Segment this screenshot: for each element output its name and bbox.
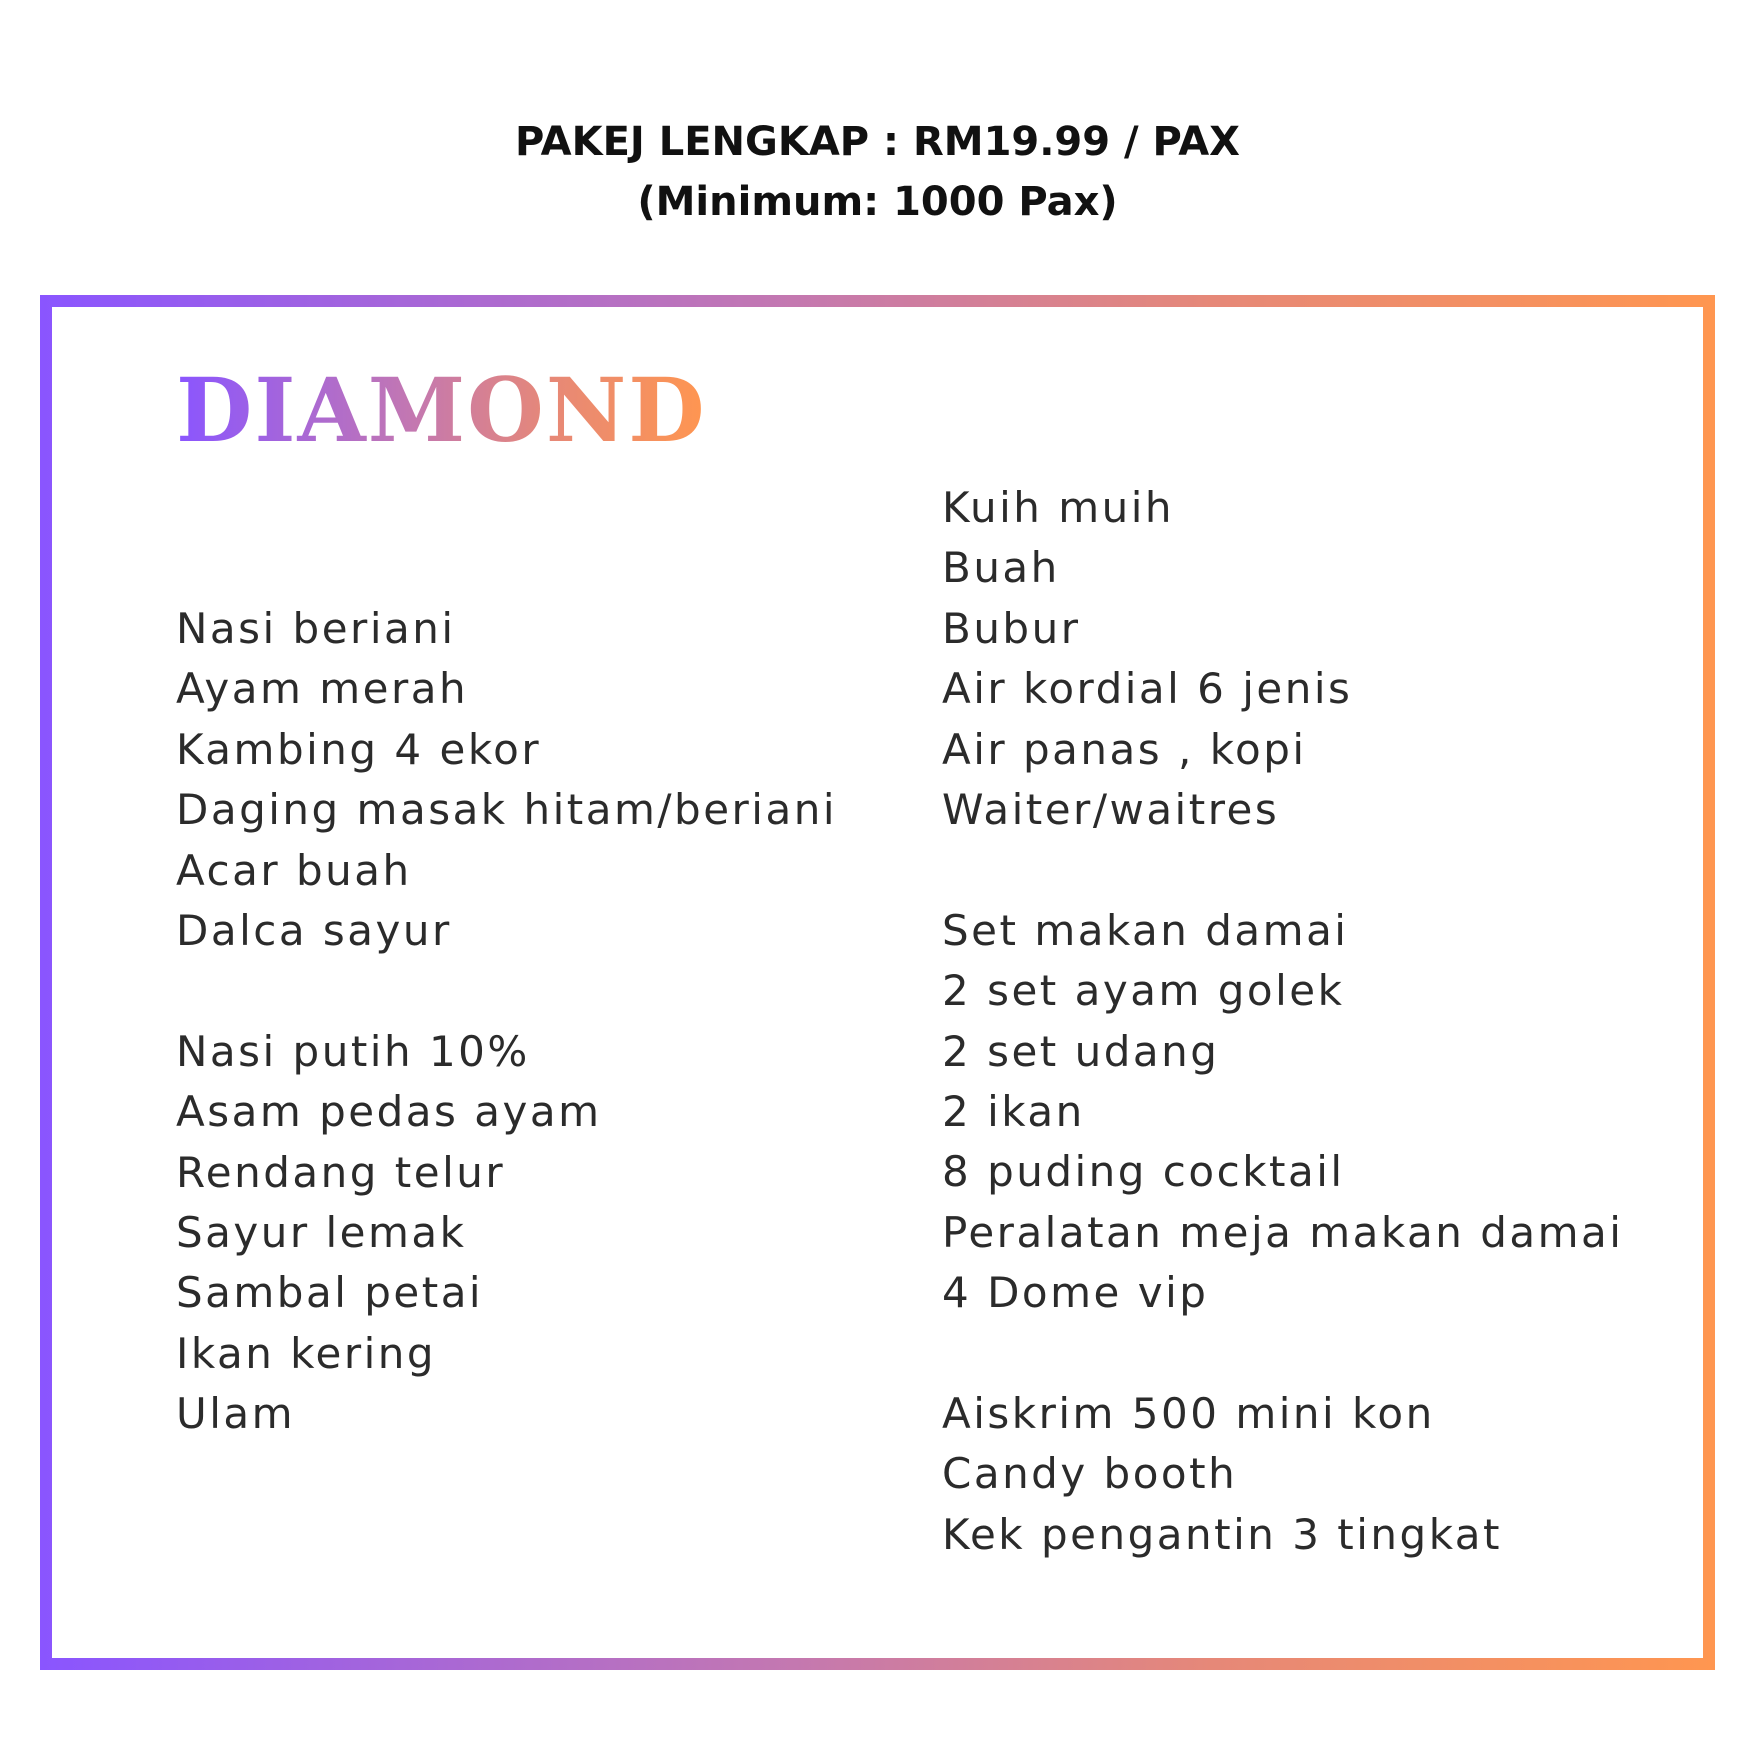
menu-spacer — [942, 1323, 1623, 1383]
menu-item: Set makan damai — [942, 905, 1349, 955]
menu-item: Ayam merah — [176, 664, 469, 714]
menu-item: Sayur lemak — [176, 1207, 467, 1257]
menu-item: Ikan kering — [176, 1328, 437, 1378]
menu-item: Waiter/waitres — [942, 784, 1280, 834]
menu-item: Asam pedas ayam — [176, 1087, 602, 1137]
menu-item: Bubur — [942, 603, 1081, 653]
menu-item: Rendang telur — [176, 1147, 506, 1197]
price-header — [0, 112, 1755, 232]
menu-item: Kambing 4 ekor — [176, 724, 542, 774]
menu-item: Nasi putih 10% — [176, 1026, 530, 1076]
menu-item: 4 Dome vip — [942, 1268, 1209, 1318]
menu-item: 2 set ayam golek — [942, 966, 1345, 1016]
menu-item: Sambal petai — [176, 1268, 484, 1318]
menu-item: 2 ikan — [942, 1086, 1085, 1136]
menu-spacer — [176, 961, 837, 1021]
menu-item: Nasi beriani — [176, 604, 456, 653]
menu-left-column — [176, 599, 837, 1444]
minimum-pax-line: (Minimum: 1000 Pax) — [637, 179, 1118, 225]
menu-item: Acar buah — [176, 845, 412, 895]
menu-item: Aiskrim 500 mini kon — [942, 1388, 1435, 1438]
menu-spacer — [942, 840, 1623, 900]
menu-right-column — [942, 478, 1623, 1565]
menu-item: Candy booth — [942, 1449, 1238, 1499]
menu-item: Ulam — [176, 1389, 296, 1439]
menu-item: Daging masak hitam/beriani — [176, 785, 837, 835]
menu-item: 8 puding cocktail — [942, 1147, 1345, 1197]
menu-item: Air kordial 6 jenis — [942, 664, 1353, 714]
price-line: PAKEJ LENGKAP : RM19.99 / PAX — [515, 119, 1240, 165]
menu-item: 2 set udang — [942, 1026, 1220, 1076]
menu-item: Air panas , kopi — [942, 724, 1307, 774]
menu-item: Kek pengantin 3 tingkat — [942, 1509, 1502, 1559]
menu-item: Peralatan meja makan damai — [942, 1207, 1624, 1257]
menu-item: Kuih muih — [942, 483, 1175, 532]
menu-item: Dalca sayur — [176, 905, 452, 955]
package-title: DIAMOND — [176, 355, 707, 465]
menu-item: Buah — [942, 543, 1060, 593]
